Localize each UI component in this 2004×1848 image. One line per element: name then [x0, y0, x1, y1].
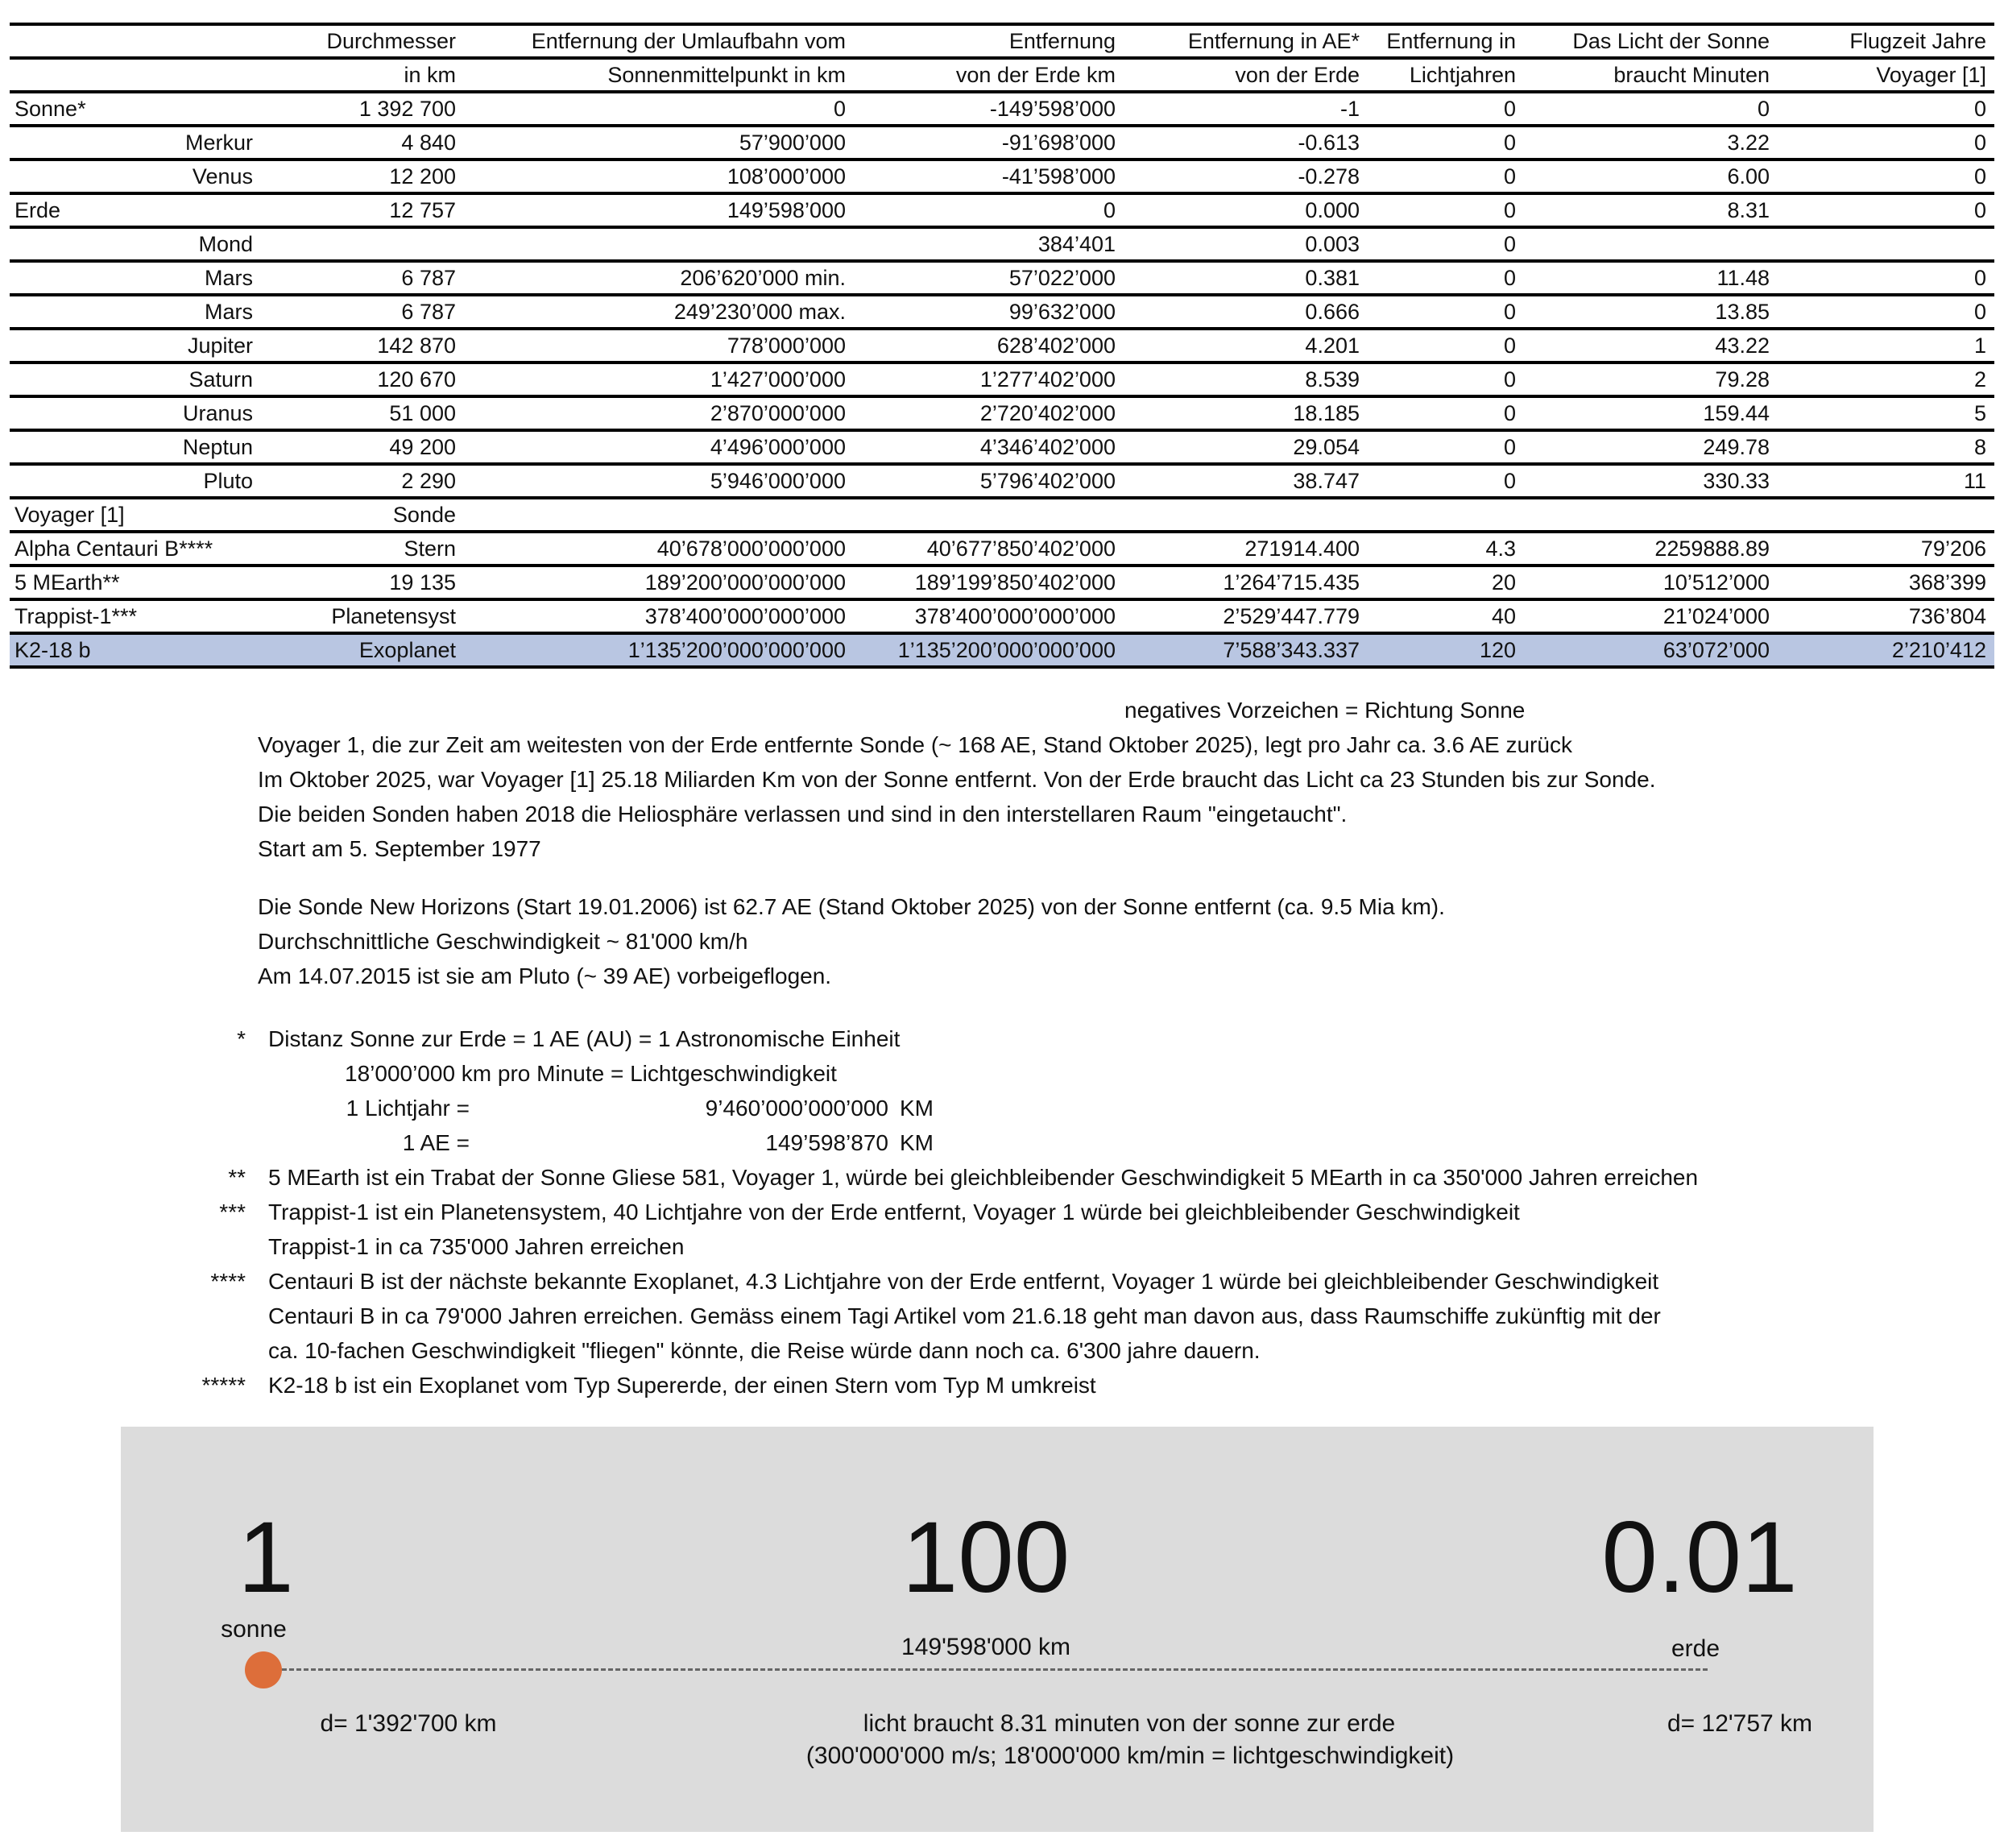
value-cell: 79’206: [1920, 536, 1986, 561]
table-row-pluto: [10, 466, 1994, 499]
value-cell: 4 840: [401, 130, 456, 155]
value-cell: 120 670: [377, 367, 456, 392]
earth-scale-number: 0.01: [1601, 1502, 1798, 1614]
value-cell: 330.33: [1703, 468, 1770, 493]
paragraph-line: Am 14.07.2015 ist sie am Pluto (~ 39 AE) vorbeigeflogen.: [258, 963, 832, 988]
value-cell: Entfernung: [1008, 28, 1116, 53]
footnote-equation-part: KM: [900, 1096, 934, 1121]
table-row-erde: [10, 195, 1994, 229]
value-cell: -41’598’000: [1001, 164, 1116, 189]
table-row-neptun: [10, 432, 1994, 466]
value-cell: 57’900’000: [739, 130, 846, 155]
value-cell: 29.054: [1293, 434, 1360, 459]
value-cell: 12 757: [389, 197, 456, 222]
value-cell: 0: [1503, 96, 1516, 121]
value-cell: Sonnenmittelpunkt in km: [607, 62, 846, 87]
value-cell: 1’135’200’000’000’000: [897, 637, 1116, 662]
row-label-cell: Mars: [205, 265, 253, 290]
paragraph-line: Durchschnittliche Geschwindigkeit ~ 81'000 km/h: [258, 929, 748, 954]
value-cell: -0.613: [1298, 130, 1360, 155]
new-horizons-paragraph: [258, 889, 2004, 993]
footnote-text: 5 MEarth ist ein Trabat der Sonne Gliese 581, Voyager 1, würde bei gleichbleibender Geschwindigkeit 5 MEarth in ca 350'000 Jahren erreichen: [268, 1165, 1699, 1190]
table-row-saturn: [10, 364, 1994, 398]
value-cell: 4.201: [1305, 333, 1360, 358]
value-cell: 10’512’000: [1662, 570, 1770, 595]
value-cell: 8.539: [1305, 367, 1360, 392]
value-cell: 11.48: [1716, 265, 1770, 290]
value-cell: 120: [1479, 637, 1516, 662]
value-cell: 0: [1503, 130, 1516, 155]
value-cell: 0: [1503, 299, 1516, 324]
value-cell: 0: [833, 96, 846, 121]
value-cell: -1: [1339, 96, 1360, 121]
light-time-line1: licht braucht 8.31 minuten von der sonne zur erde: [863, 1710, 1396, 1737]
footnote-line: [0, 1125, 2004, 1160]
value-cell: 189’199’850’402’000: [914, 570, 1116, 595]
value-cell: 38.747: [1293, 468, 1360, 493]
row-label-cell: Mars: [205, 299, 253, 324]
table-row-sonne-: [10, 93, 1994, 127]
sun-diameter-label: d= 1'392'700 km: [320, 1710, 497, 1737]
value-cell: Flugzeit Jahre: [1849, 28, 1986, 53]
value-cell: 2’529’447.779: [1223, 603, 1360, 628]
table-row-trappist-1-: [10, 601, 1994, 635]
value-cell: Voyager [1]: [1876, 62, 1986, 87]
row-label-cell: Venus: [192, 164, 253, 189]
value-cell: 0.666: [1305, 299, 1360, 324]
value-cell: in km: [404, 62, 456, 87]
row-label-cell: 5 MEarth**: [14, 570, 120, 595]
value-cell: 159.44: [1703, 400, 1770, 425]
value-cell: 6 787: [401, 265, 456, 290]
value-cell: 1 392 700: [358, 96, 456, 121]
value-cell: 108’000’000: [727, 164, 846, 189]
paragraph-line: Die Sonde New Horizons (Start 19.01.2006) ist 62.7 AE (Stand Oktober 2025) von der Sonne entfernt (ca. 9.5 Mia km).: [258, 894, 1445, 919]
value-cell: 0: [1103, 197, 1116, 222]
table-row-k2-18-b: [10, 635, 1994, 669]
value-cell: Exoplanet: [358, 637, 456, 662]
value-cell: 21’024’000: [1662, 603, 1770, 628]
planet-distance-table: [10, 23, 1994, 669]
value-cell: Stern: [404, 536, 456, 561]
negative-sign-note: negatives Vorzeichen = Richtung Sonne: [1124, 698, 1526, 723]
value-cell: 63’072’000: [1662, 637, 1770, 662]
value-cell: 0: [1973, 265, 1986, 290]
value-cell: 378’400’000’000’000: [644, 603, 846, 628]
value-cell: 20: [1491, 570, 1516, 595]
footnote-marker: [0, 1125, 246, 1160]
row-label-cell: K2-18 b: [14, 637, 91, 662]
value-cell: 0: [1757, 96, 1770, 121]
row-label-cell: Jupiter: [187, 333, 253, 358]
value-cell: 0: [1973, 299, 1986, 324]
footnote-marker: [0, 1229, 246, 1264]
table-row-alpha-centauri-b-: [10, 533, 1994, 567]
sun-earth-dashed-line: [282, 1668, 1708, 1671]
table-row-voyager-1-: [10, 499, 1994, 533]
value-cell: 0.000: [1305, 197, 1360, 222]
sun-label: sonne: [221, 1616, 287, 1643]
value-cell: 79.28: [1715, 367, 1770, 392]
footnote-marker: **: [228, 1165, 246, 1190]
value-cell: 249’230’000 max.: [673, 299, 846, 324]
table-row-venus: [10, 161, 1994, 195]
value-cell: 149’598’000: [727, 197, 846, 222]
value-cell: 628’402’000: [996, 333, 1116, 358]
scale-diagram: [121, 1427, 1874, 1832]
table-row-uranus: [10, 398, 1994, 432]
value-cell: 0: [1973, 96, 1986, 121]
footnote-line: [0, 1091, 2004, 1125]
value-cell: 13.85: [1715, 299, 1770, 324]
table-row-mond: [10, 229, 1994, 263]
footnote-line: [0, 1021, 2004, 1056]
value-cell: 189’200’000’000’000: [644, 570, 846, 595]
footnote-marker: *****: [201, 1373, 246, 1398]
value-cell: 40’678’000’000’000: [656, 536, 846, 561]
footnote-text: Centauri B ist der nächste bekannte Exoplanet, 4.3 Lichtjahre von der Erde entfernt, Voyager 1 würde bei gleichbleibender Geschwindigkeit: [268, 1269, 1659, 1294]
value-cell: 3.22: [1727, 130, 1770, 155]
value-cell: 1’277’402’000: [979, 367, 1116, 392]
value-cell: 49 200: [389, 434, 456, 459]
value-cell: 5: [1973, 400, 1986, 425]
value-cell: 40’677’850’402’000: [926, 536, 1116, 561]
value-cell: 0: [1503, 333, 1516, 358]
value-cell: 2’870’000’000: [710, 400, 846, 425]
paragraph-line: Voyager 1, die zur Zeit am weitesten von der Erde entfernte Sonde (~ 168 AE, Stand Oktober 2025), legt pro Jahr ca. 3.6 AE zurück: [258, 732, 1572, 757]
value-cell: 0.381: [1305, 265, 1360, 290]
row-label-cell: Alpha Centauri B****: [14, 536, 213, 561]
value-cell: von der Erde: [1235, 62, 1360, 87]
light-speed-line2: (300'000'000 m/s; 18'000'000 km/min = lichtgeschwindigkeit): [805, 1742, 1455, 1769]
value-cell: 206’620’000 min.: [680, 265, 846, 290]
value-cell: 0: [1503, 367, 1516, 392]
value-cell: 19 135: [389, 570, 456, 595]
value-cell: 57’022’000: [1008, 265, 1116, 290]
value-cell: 40: [1491, 603, 1516, 628]
footnote-marker: [0, 1091, 246, 1125]
value-cell: 0: [1503, 197, 1516, 222]
footnote-equation-part: 1 Lichtjahr =: [346, 1096, 470, 1121]
footnotes: [0, 1021, 2004, 1403]
value-cell: 1’427’000’000: [710, 367, 846, 392]
sun-dot-icon: [245, 1651, 282, 1688]
row-label-cell: Sonne*: [14, 96, 86, 121]
row-label-cell: Mond: [198, 231, 253, 256]
footnote-text: Trappist-1 ist ein Planetensystem, 40 Lichtjahre von der Erde entfernt, Voyager 1 würde bei gleichbleibender Geschwindigkeit: [268, 1200, 1520, 1224]
row-label-cell: Saturn: [188, 367, 253, 392]
value-cell: 12 200: [389, 164, 456, 189]
value-cell: Lichtjahren: [1409, 62, 1516, 87]
paragraph-line: Start am 5. September 1977: [258, 836, 541, 861]
footnote-text: 18’000’000 km pro Minute = Lichtgeschwindigkeit: [345, 1061, 837, 1086]
value-cell: 736’804: [1908, 603, 1986, 628]
table-row-mars: [10, 263, 1994, 296]
table-row-merkur: [10, 127, 1994, 161]
value-cell: 43.22: [1715, 333, 1770, 358]
value-cell: Durchmesser: [326, 28, 456, 53]
row-label-cell: Uranus: [182, 400, 253, 425]
row-label-cell: Erde: [14, 197, 61, 222]
value-cell: 2 290: [401, 468, 456, 493]
value-cell: 6 787: [401, 299, 456, 324]
footnote-equation-part: 1 AE =: [402, 1130, 470, 1155]
footnote-marker: *: [237, 1026, 246, 1051]
footnote-line: [0, 1264, 2004, 1299]
value-cell: 0: [1503, 265, 1516, 290]
value-cell: 249.78: [1703, 434, 1770, 459]
value-cell: 18.185: [1293, 400, 1360, 425]
value-cell: 4.3: [1485, 536, 1516, 561]
voyager-paragraph: [258, 727, 2004, 866]
value-cell: 5’946’000’000: [710, 468, 846, 493]
value-cell: 7’588’343.337: [1223, 637, 1360, 662]
value-cell: Planetensyst: [331, 603, 456, 628]
value-cell: 99’632’000: [1008, 299, 1116, 324]
value-cell: 5’796’402’000: [979, 468, 1116, 493]
value-cell: -149’598’000: [989, 96, 1116, 121]
footnote-text: Trappist-1 in ca 735'000 Jahren erreichen: [268, 1234, 685, 1259]
paragraph-line: Im Oktober 2025, war Voyager [1] 25.18 Miliarden Km von der Sonne entfernt. Von der Erde braucht das Licht ca 23 Stunden bis zur Sonde.: [258, 767, 1656, 792]
distance-scale-number: 100: [901, 1502, 1070, 1614]
value-cell: Entfernung in AE*: [1187, 28, 1360, 53]
value-cell: 51 000: [389, 400, 456, 425]
value-cell: 0: [1503, 434, 1516, 459]
value-cell: 0: [1973, 197, 1986, 222]
footnote-marker: [0, 1333, 246, 1368]
paragraph-line: Die beiden Sonden haben 2018 die Heliosphäre verlassen und sind in den interstellaren Raum "eingetaucht".: [258, 802, 1348, 827]
value-cell: 11: [1963, 468, 1986, 493]
row-label-cell: Trappist-1***: [14, 603, 138, 628]
footnote-line: [0, 1229, 2004, 1264]
row-label-cell: Pluto: [203, 468, 253, 493]
footnote-line: [0, 1160, 2004, 1195]
value-cell: 271914.400: [1244, 536, 1360, 561]
footnote-equation-part: KM: [900, 1130, 934, 1155]
row-label-cell: Voyager [1]: [14, 502, 125, 527]
value-cell: Entfernung der Umlaufbahn vom: [531, 28, 846, 53]
value-cell: 0: [1973, 164, 1986, 189]
footnote-marker: [0, 1056, 246, 1091]
footnote-text: Distanz Sonne zur Erde = 1 AE (AU) = 1 Astronomische Einheit: [268, 1026, 901, 1051]
footnote-line: [0, 1195, 2004, 1229]
header-row-2: [10, 60, 1994, 93]
footnote-marker: ***: [219, 1200, 246, 1224]
value-cell: 0.003: [1305, 231, 1360, 256]
value-cell: 778’000’000: [727, 333, 846, 358]
footnote-equation-part: 149’598’870: [765, 1130, 888, 1155]
footnote-line: [0, 1368, 2004, 1403]
sun-scale-number: 1: [238, 1502, 294, 1614]
table-row-jupiter: [10, 330, 1994, 364]
value-cell: 8: [1973, 434, 1986, 459]
value-cell: braucht Minuten: [1613, 62, 1770, 87]
footnote-marker: [0, 1299, 246, 1333]
value-cell: 2’720’402’000: [979, 400, 1116, 425]
footnote-text: K2-18 b ist ein Exoplanet vom Typ Supererde, der einen Stern vom Typ M umkreist: [268, 1373, 1096, 1398]
row-label-cell: Neptun: [182, 434, 253, 459]
header-row-1: [10, 26, 1994, 60]
value-cell: 0: [1973, 130, 1986, 155]
earth-label: erde: [1671, 1635, 1720, 1662]
value-cell: 2259888.89: [1654, 536, 1770, 561]
footnote-equation-part: 9’460’000’000’000: [705, 1096, 888, 1121]
value-cell: 0: [1503, 164, 1516, 189]
earth-diameter-label: d= 12'757 km: [1667, 1710, 1813, 1737]
value-cell: 4’496’000’000: [710, 434, 846, 459]
value-cell: 4’346’402’000: [979, 434, 1116, 459]
value-cell: 0: [1503, 400, 1516, 425]
footnote-marker: ****: [210, 1269, 246, 1294]
value-cell: 378’400’000’000’000: [914, 603, 1116, 628]
value-cell: 142 870: [377, 333, 456, 358]
value-cell: Das Licht der Sonne: [1572, 28, 1770, 53]
value-cell: 6.00: [1727, 164, 1770, 189]
value-cell: 0: [1503, 468, 1516, 493]
row-label-cell: Merkur: [184, 130, 253, 155]
value-cell: 384’401: [1037, 231, 1116, 256]
value-cell: 1: [1973, 333, 1986, 358]
value-cell: 8.31: [1727, 197, 1770, 222]
footnote-text: ca. 10-fachen Geschwindigkeit "fliegen" könnte, die Reise würde dann noch ca. 6'300 jahre dauern.: [268, 1338, 1261, 1363]
sun-earth-distance: 149'598'000 km: [901, 1634, 1070, 1660]
footnote-line: [0, 1333, 2004, 1368]
value-cell: 1’264’715.435: [1223, 570, 1360, 595]
value-cell: 2: [1973, 367, 1986, 392]
value-cell: -91’698’000: [1001, 130, 1116, 155]
value-cell: 368’399: [1908, 570, 1986, 595]
value-cell: 1’135’200’000’000’000: [627, 637, 846, 662]
value-cell: 2’210’412: [1891, 637, 1986, 662]
table-row-mars: [10, 296, 1994, 330]
footnote-text: Centauri B in ca 79'000 Jahren erreichen. Gemäss einem Tagi Artikel vom 21.6.18 geht man davon aus, dass Raumschiffe zukünftig mit der: [268, 1303, 1661, 1328]
value-cell: Entfernung in: [1386, 28, 1516, 53]
value-cell: von der Erde km: [955, 62, 1116, 87]
value-cell: Sonde: [392, 502, 456, 527]
value-cell: -0.278: [1298, 164, 1360, 189]
value-cell: 0: [1503, 231, 1516, 256]
footnote-line: [0, 1056, 2004, 1091]
footnote-line: [0, 1299, 2004, 1333]
table-row-5-mearth-: [10, 567, 1994, 601]
